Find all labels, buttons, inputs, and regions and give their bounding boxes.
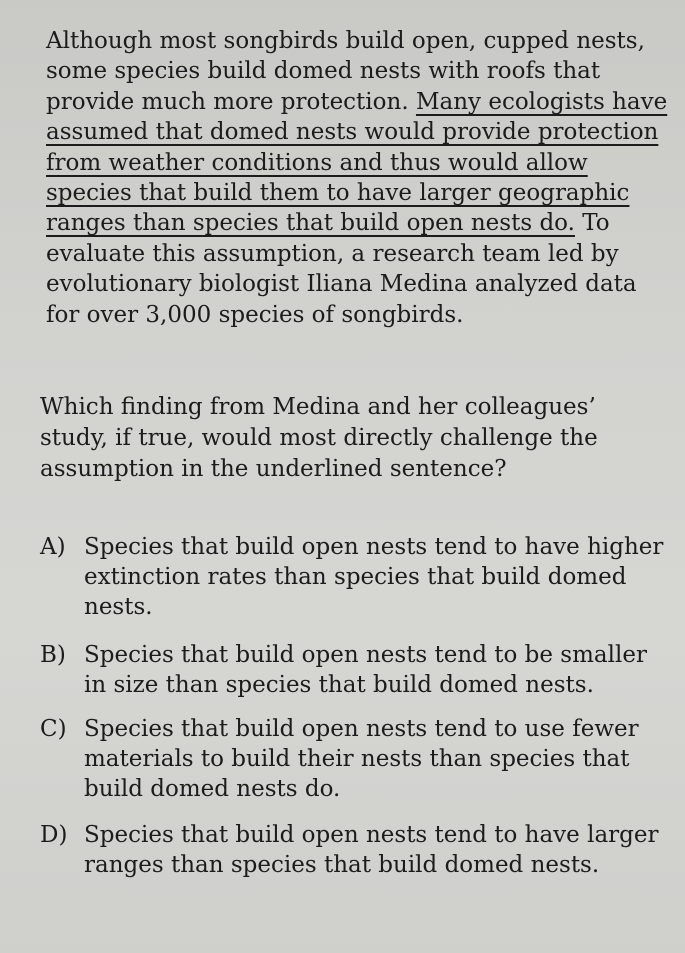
underlined-sentence-part: Many ecologists have [415, 88, 668, 115]
choice-letter: B) [40, 642, 66, 668]
choice-letter: A) [40, 534, 66, 560]
passage-line: Although most songbirds build open, cupped nests, [46, 28, 645, 54]
choice-line: Species that build open nests tend to have higher [84, 534, 664, 560]
choice-text [84, 532, 680, 622]
passage-line: some species build domed nests with roofs that [46, 58, 601, 85]
question-prompt [40, 392, 670, 485]
passage-line [46, 208, 676, 238]
answer-choice-c[interactable] [40, 714, 680, 804]
reading-passage [46, 26, 676, 330]
passage-line: for over 3,000 species of songbirds. [46, 301, 464, 328]
choice-line: materials to build their nests than species that [84, 746, 630, 772]
answer-choice-a[interactable] [40, 532, 680, 622]
passage-line: evolutionary biologist Iliana Medina analyzed data [46, 271, 637, 298]
question-line: study, if true, would most directly challenge the [40, 425, 598, 451]
passage-line: evaluate this assumption, a research team led by [46, 240, 619, 267]
question-line: Which finding from Medina and her colleagues’ [40, 394, 596, 420]
choice-line: build domed nests do. [84, 776, 341, 802]
choice-text [84, 820, 680, 880]
choice-line: Species that build open nests tend to be smaller [84, 642, 647, 668]
choice-line: extinction rates than species that build domed [84, 564, 627, 590]
passage-line [46, 87, 676, 117]
passage-text: provide much more protection. [46, 88, 409, 115]
choice-letter: C) [40, 716, 67, 742]
choice-text [84, 714, 680, 804]
underlined-sentence-part: species that build them to have larger geographic [46, 180, 630, 207]
answer-choice-d[interactable] [40, 820, 680, 880]
choice-line: nests. [84, 594, 153, 620]
choice-line: in size than species that build domed nests. [84, 672, 594, 698]
underlined-sentence-part: assumed that domed nests would provide protection [46, 119, 659, 146]
answer-choice-b[interactable] [40, 640, 680, 700]
choice-text [84, 640, 680, 700]
choice-line: Species that build open nests tend to have larger [84, 822, 659, 848]
passage-text: To [582, 210, 610, 237]
question-line: assumption in the underlined sentence? [40, 456, 507, 482]
underlined-sentence-part: ranges than species that build open nests do. [46, 210, 575, 237]
choice-line: ranges than species that build domed nests. [84, 852, 600, 878]
answer-choices [40, 532, 680, 892]
choice-line: Species that build open nests tend to use fewer [84, 716, 639, 742]
choice-letter: D) [40, 822, 68, 848]
underlined-sentence-part: from weather conditions and thus would allow [46, 149, 588, 176]
